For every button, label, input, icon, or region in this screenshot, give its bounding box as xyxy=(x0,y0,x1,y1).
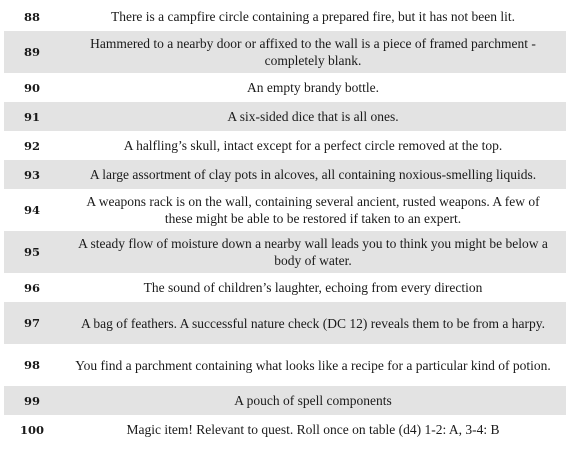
row-description: The sound of children’s laughter, echoing from every direction xyxy=(143,280,483,295)
row-number: 94 xyxy=(23,203,40,217)
table-row xyxy=(4,102,566,131)
table-row xyxy=(4,189,566,231)
row-number: 93 xyxy=(4,160,64,189)
table-row xyxy=(4,273,566,302)
row-description: Hammered to a nearby door or affixed to the wall is a piece of framed parchment - completely blank. xyxy=(64,31,566,73)
table-row xyxy=(4,386,566,415)
row-number: 100 xyxy=(19,422,44,437)
row-number: 88 xyxy=(23,9,40,24)
row-description: A six-sided dice that is all ones. xyxy=(64,102,566,131)
random-encounter-table xyxy=(4,2,566,444)
table-row xyxy=(4,302,566,344)
row-description: There is a campfire circle containing a prepared fire, but it has not been lit. xyxy=(110,9,516,24)
row-number: 92 xyxy=(23,138,40,153)
row-description: You find a parchment containing what looks like a recipe for a particular kind of potion. xyxy=(75,357,551,373)
table-row xyxy=(4,73,566,102)
table-row xyxy=(4,2,566,31)
row-description: A pouch of spell components xyxy=(64,386,566,415)
row-number: 91 xyxy=(4,102,64,131)
row-number: 98 xyxy=(23,358,40,372)
table-row xyxy=(4,160,566,189)
row-description: A halfling’s skull, intact except for a perfect circle removed at the top. xyxy=(123,138,503,153)
row-number: 97 xyxy=(4,302,64,344)
table-row xyxy=(4,231,566,273)
row-description: Magic item! Relevant to quest. Roll once on table (d4) 1-2: A, 3-4: B xyxy=(126,422,500,437)
row-description: A large assortment of clay pots in alcoves, all containing noxious-smelling liquids. xyxy=(64,160,566,189)
table-row xyxy=(4,415,566,444)
table-row xyxy=(4,344,566,386)
row-number: 89 xyxy=(4,31,64,73)
row-description: A steady flow of moisture down a nearby wall leads you to think you might be below a body of water. xyxy=(64,231,566,273)
row-description: A weapons rack is on the wall, containing several ancient, rusted weapons. A few of these might be able to be restored if taken to an expert. xyxy=(86,194,540,226)
row-number: 95 xyxy=(4,231,64,273)
table-row xyxy=(4,31,566,73)
row-number: 99 xyxy=(4,386,64,415)
row-description: A bag of feathers. A successful nature check (DC 12) reveals them to be from a harpy. xyxy=(64,302,566,344)
table-row xyxy=(4,131,566,160)
row-description: An empty brandy bottle. xyxy=(247,80,379,95)
row-number: 96 xyxy=(23,280,40,295)
row-number: 90 xyxy=(23,80,40,95)
